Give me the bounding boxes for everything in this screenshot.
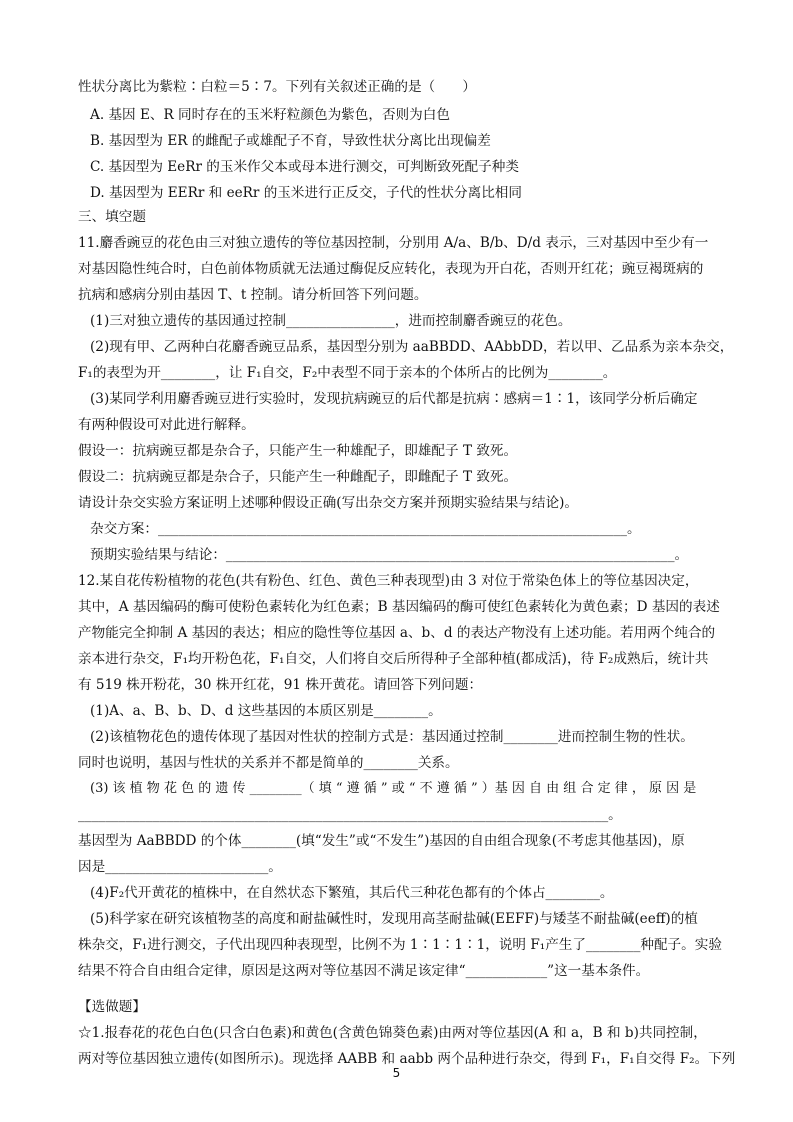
option-a: A. 基因 E、R 同时存在的玉米籽粒颜色为紫色，否则为白色 [90,107,450,123]
option-b: B. 基因型为 ER 的雌配子或雄配子不育，导致性状分离比出现偏差 [90,133,491,149]
optional-question-1: ☆1.报春花的花色白色(只含白色素)和黄色(含黄色锦葵色素)由两对等位基因(A 和 a，B 和 b)共同控制， [78,1025,707,1041]
text-line: 请设计杂交实验方案证明上述哪种假设正确(写出杂交方案并预期实验结果与结论)。 [78,495,578,511]
text-line: 有两种假设可对此进行解释。 [78,417,255,433]
text-line: 产物能完全抑制 A 基因的表达；相应的隐性等位基因 a、b、d 的表达产物没有上述功能。若用两个纯合的 [78,625,716,641]
answer-blank-line: ______________________________________________________________________________。 [78,807,622,823]
option-c: C. 基因型为 EeRr 的玉米作父本或母本进行测交，可判断致死配子种类 [90,159,519,175]
text-line: 因是________________________。 [78,859,282,875]
q11-part-3: (3)某同学利用麝香豌豆进行实验时，发现抗病豌豆的后代都是抗病∶感病＝1∶1，该同学分析后确定 [90,391,698,407]
q12-part-1: (1)A、a、B、b、D、d 这些基因的本质区别是________。 [90,703,442,719]
option-d: D. 基因型为 EERr 和 eeRr 的玉米进行正反交，子代的性状分离比相同 [90,185,522,201]
text-line: 亲本进行杂交，F₁均开粉色花，F₁自交，人们将自交后所得种子全部种植(都成活)，待 F₂成熟后，统计共 [78,651,709,667]
hypothesis-1: 假设一：抗病豌豆都是杂合子，只能产生一种雄配子，即雄配子 T 致死。 [78,443,518,459]
text-line: 基因型为 AaBBDD 的个体________(填“发生”或“不发生”)基因的自由组合现象(不考虑其他基因)，原 [78,833,685,849]
text-line: 有 519 株开粉花，30 株开红花，91 株开黄花。请回答下列问题： [78,677,483,693]
text-line: 性状分离比为紫粒∶白粒＝5∶7。下列有关叙述正确的是（ ） [78,79,476,95]
q12-part-2: (2)该植物花色的遗传体现了基因对性状的控制方式是：基因通过控制________进而控制生物的性状。 [90,729,694,745]
text-line: 抗病和感病分别由基因 T、t 控制。请分析回答下列问题。 [78,287,428,303]
q12-part-3: (3) 该 植 物 花 色 的 遗 传 ________（ 填 “ 遵 循 ” 或 “ 不 遵 循 ” ）基 因 自 由 组 合 定 律 ， 原 因 是 [90,781,697,796]
q11-part-2: (2)现有甲、乙两种白花麝香豌豆品系，基因型分别为 aaBBDD、AAbbDD，若以甲、乙品系为亲本杂交， [90,339,734,355]
optional-section-heading: 【选做题】 [78,999,146,1015]
q12-part-5: (5)科学家在研究该植物茎的高度和耐盐碱性时，发现用高茎耐盐碱(EEFF)与矮茎不耐盐碱(eeff)的植 [90,911,698,927]
text-line: 结果不符合自由组合定律，原因是这两对等位基因不满足该定律“____________”这一基本条件。 [78,963,650,979]
text-line: 同时也说明，基因与性状的关系并不都是简单的________关系。 [78,755,459,771]
question-12: 12.某自花传粉植物的花色(共有粉色、红色、黄色三种表现型)由 3 对位于常染色体上的等位基因决定， [78,573,699,589]
text-line: 两对等位基因独立遗传(如图所示)。现选择 AABB 和 aabb 两个品种进行杂交，得到 F₁，F₁自交得 F₂。下列 [78,1051,736,1067]
expected-result-blank: 预期实验结果与结论：__________________________________________________________________。 [90,547,689,563]
question-11: 11.麝香豌豆的花色由三对独立遗传的等位基因控制，分别用 A/a、B/b、D/d 表示，三对基因中至少有一 [78,235,709,251]
q12-part-4: (4)F₂代开黄花的植株中，在自然状态下繁殖，其后代三种花色都有的个体占________。 [90,885,614,901]
text-line: 株杂交，F₁进行测交，子代出现四种表现型，比例不为 1∶1∶1∶1，说明 F₁产生了________种配子。实验 [78,937,722,953]
text-line: 对基因隐性纯合时，白色前体物质就无法通过酶促反应转化，表现为开白花，否则开红花；豌豆褐斑病的 [78,261,704,277]
q11-part-1: (1)三对独立遗传的基因通过控制________________，进而控制麝香豌豆的花色。 [90,313,572,329]
text-line: 其中，A 基因编码的酶可使粉色素转化为红色素；B 基因编码的酶可使红色素转化为黄色素；D 基因的表述 [78,599,720,615]
text-line: F₁的表型为开________，让 F₁自交，F₂中表型不同于亲本的个体所占的比例为________。 [78,365,617,381]
section-heading: 三、填空题 [78,209,146,225]
page-number: 5 [392,1066,401,1080]
hypothesis-2: 假设二：抗病豌豆都是杂合子，只能产生一种雌配子，即雌配子 T 致死。 [78,469,518,485]
cross-plan-blank: 杂交方案：_____________________________________________________________________。 [90,521,641,537]
